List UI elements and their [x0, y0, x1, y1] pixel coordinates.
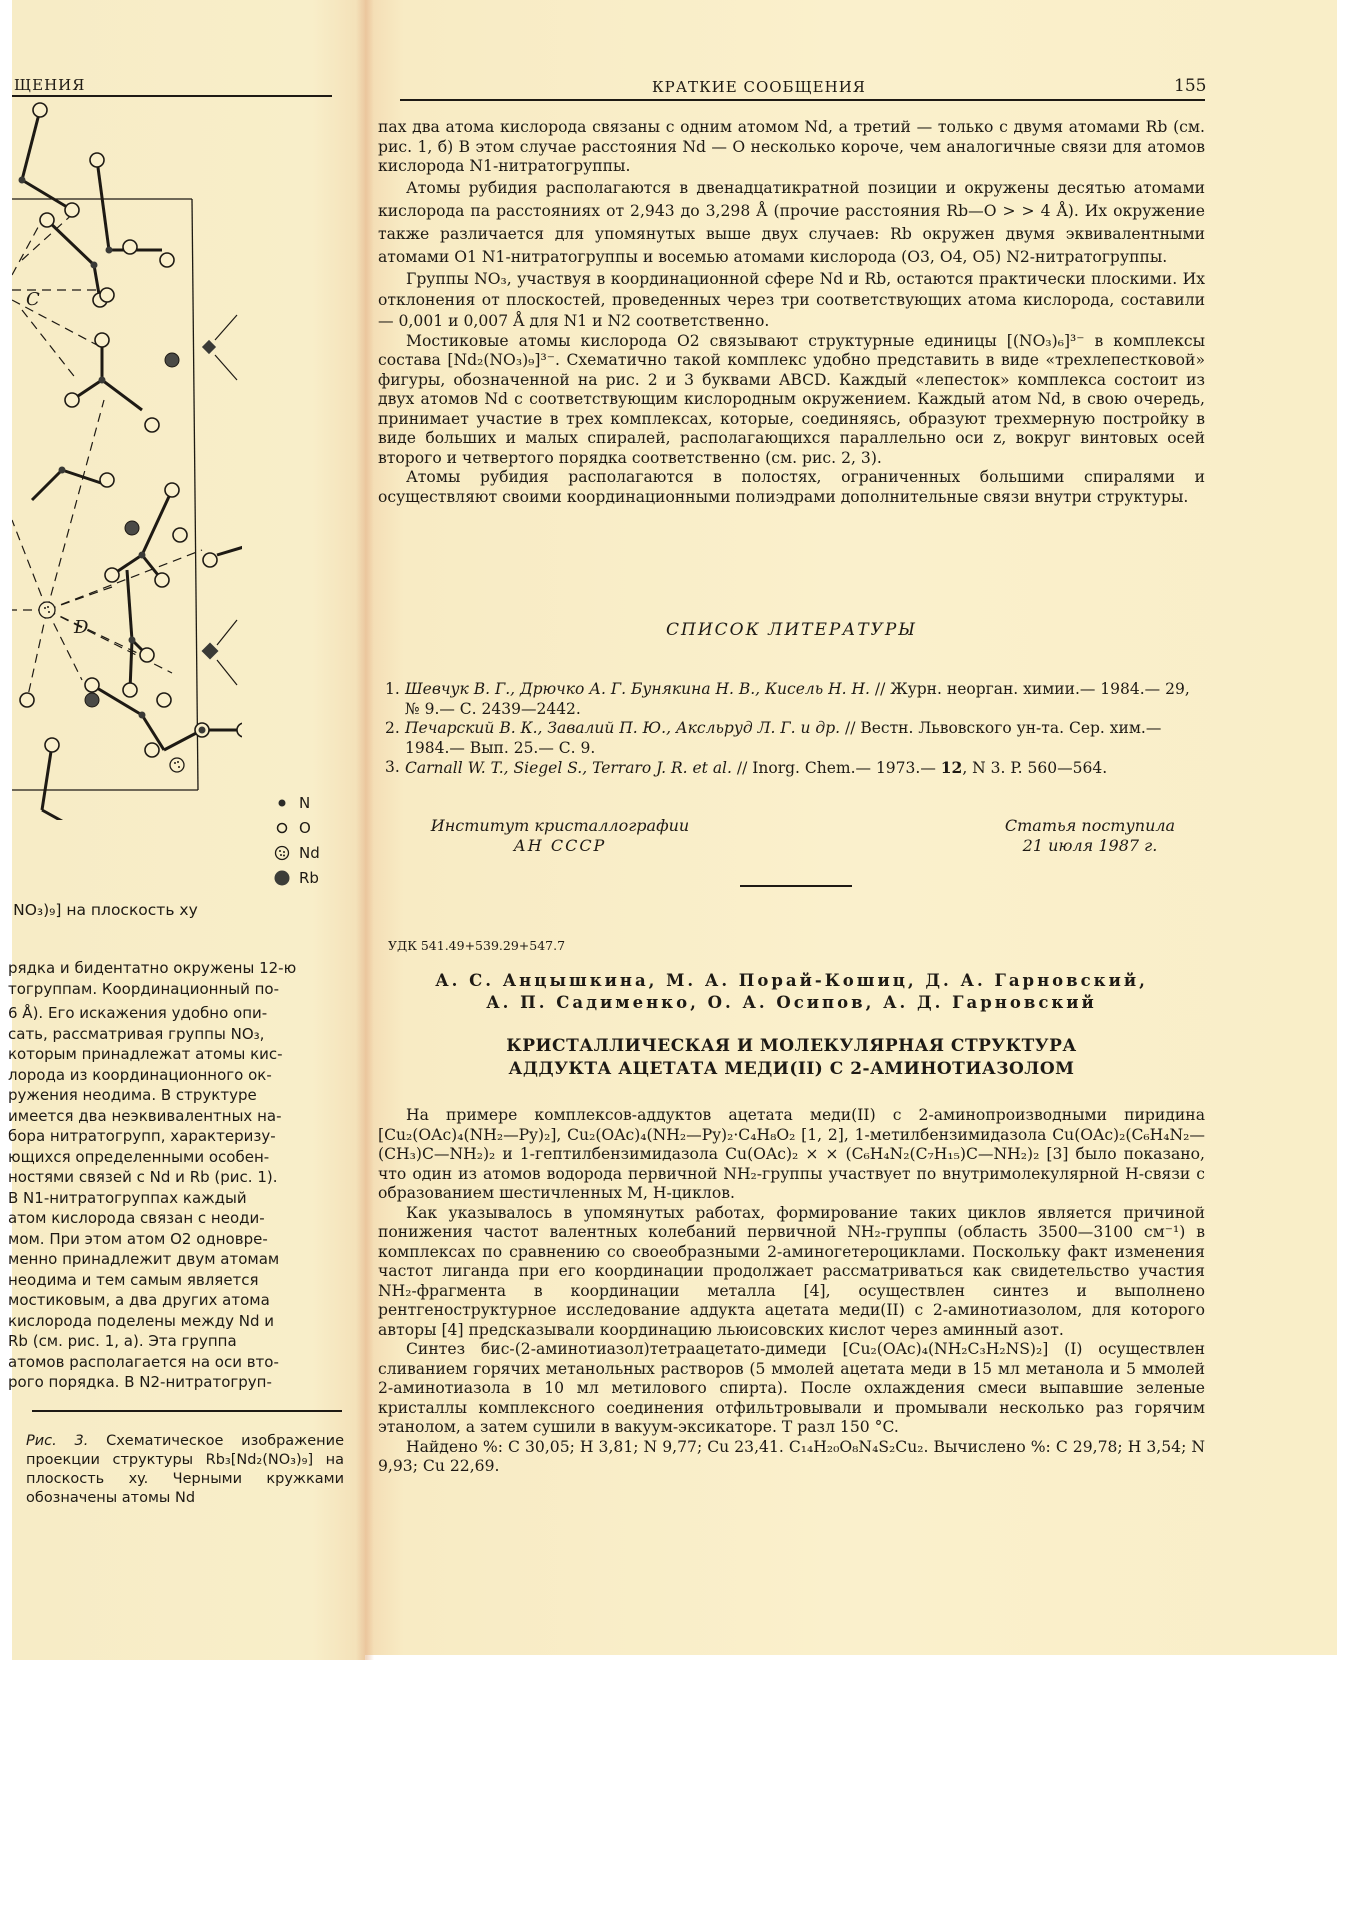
legend-item-nd: Nd — [265, 840, 320, 865]
small-filled-dot-icon — [265, 798, 299, 808]
affiliation: Институт кристаллографии АН СССР — [430, 816, 690, 855]
reference-item: 2. Печарский В. К., Завалий П. Ю., Аксльруд Л. Г. и др. // Вестн. Львовского ун-та. Сер. хим.— 1984.— Вып. 25.— С. 9. — [385, 719, 1162, 757]
paragraph: Как указывалось в упомянутых работах, формирование таких циклов является причиной понижения частот валентных колебаний первичной NH₂-группы (область 3500—3100 см⁻¹) в комплексах по сравнению со своеобразными 2-аминогетероциклами. Поскольку факт изменения частот лиганда при его координации продолжает рассматриваться как свидетельство участия NH₂-фрагмента в координации металла [4], осуществлен синтез и выполнено рентгеноструктурное исследование аддукта ацетата меди(II) с 2-аминотиазолом, для которого авторы [4] предсказывали координацию льюисовских кислот через аминный азот. — [378, 1203, 1205, 1339]
article-title: КРИСТАЛЛИЧЕСКАЯ И МОЛЕКУЛЯРНАЯ СТРУКТУРА АДДУКТА АЦЕТАТА МЕДИ(II) С 2-АМИНОТИАЗОЛОМ — [506, 1036, 1077, 1079]
article-body-text — [378, 1106, 1205, 1477]
crystal-structure-figure — [12, 100, 242, 820]
open-circle-icon — [265, 822, 299, 834]
reference-item: 3. Carnall W. T., Siegel S., Terraro J. R. et al. // Inorg. Chem.— 1973.— 12, N 3. P. 560—564. — [385, 758, 1108, 777]
figure-caption-label: Рис. 3. — [26, 1433, 89, 1449]
references-list — [385, 680, 1207, 779]
large-filled-dot-icon — [265, 869, 299, 887]
paragraph: Найдено %: C 30,05; H 3,81; N 9,77; Cu 23,41. C₁₄H₂₀O₈N₄S₂Cu₂. Вычислено %: C 29,78; H 3,54; N 9,93; Cu 22,69. — [378, 1437, 1205, 1475]
left-header-rule — [12, 95, 332, 97]
paragraph: Синтез бис-(2-аминотиазол)тетраацетато-димеди [Cu₂(OAc)₄(NH₂C₃H₂NS)₂] (I) осуществлен сливанием горячих метанольных растворов (5 ммолей ацетата меди в 15 мл метанола и 5 ммолей 2-аминотиазола в 10 мл метилового спирта). После охлаждения смеси выпавшие зеленые кристаллы комплексного соединения отфильтровывали и промывали несколько раз горячим этанолом, а затем сушили в вакуум-эксикаторе. T разл 150 °C. — [378, 1340, 1205, 1436]
paragraph: Группы NO₃, участвуя в координационной сфере Nd и Rb, остаются практически плоскими. Их отклонения от плоскостей, проведенных через три соответствующих атома кислорода, составили — 0,001 и 0,007 Å для N1 и N2 соответственно. — [378, 269, 1205, 330]
received-date: Статья поступила 21 июля 1987 г. — [1004, 816, 1176, 855]
right-header-rule — [400, 99, 1205, 101]
figure-label-d: D — [74, 617, 89, 638]
caption-rule — [32, 1410, 342, 1412]
figure-caption — [26, 1432, 344, 1508]
paragraph: Атомы рубидия располагаются в двенадцатикратной позиции и окружены десятью атомами кислорода па расстояниях от 2,943 до 3,298 Å (прочие расстояния Rb—O > > 4 Å). Их окружение также различается для упомянутых выше двух случаев: Rb окружен двумя эквивалентными атомами O1 N1-нитратогруппы и восемью атомами кислорода (O3, O4, O5) N2-нитратогруппы. — [378, 178, 1205, 266]
legend-item-rb: Rb — [265, 865, 320, 890]
left-running-head: ЩЕНИЯ — [14, 76, 86, 94]
left-body-text: рядка и бидентатно окружены 12-ю тогруппам. Координационный по- 6 Å). Его искажения удобно опи- сать, рассматривая группы NO₃, которым принадлежат атомы кис- лорода из координационного ок- ружения неодима. В структуре имеется два неэквивалентных на- бора нитратогрупп, характеризу- ющихся определенными особен- ностями связей с Nd и Rb (рис. 1). В N1-нитратогруппах каждый атом кислорода связан с неоди- мом. При этом атом O2 одновре- менно принадлежит двум атомам неодима и тем самым является мостиковым, а два других атома кислорода поделены между Nd и Rb (см. рис. 1, а). Эта группа атомов располагается на оси вто- рого порядка. В N2-нитратогруп- — [8, 959, 297, 1391]
page-gutter — [356, 0, 374, 1660]
right-running-head: КРАТКИЕ СООБЩЕНИЯ — [652, 78, 866, 96]
paragraph: Мостиковые атомы кислорода O2 связывают структурные единицы [(NO₃)₆]³⁻ в комплексы состава [Nd₂(NO₃)₉]³⁻. Схематично такой комплекс удобно представить в виде «трехлепестковой» фигуры, обозначенной на рис. 2 и 3 буквами ABCD. Каждый «лепесток» комплекса состоит из двух атомов Nd с соответствующим кислородным окружением. Каждый атом Nd, в свою очередь, принимает участие в трех комплексах, которые, соединяясь, образуют трехмерную постройку в виде больших и малых спиралей, располагающихся параллельно оси z, вокруг винтовых осей второго и четвертого порядка соответственно (см. рис. 2, 3). — [378, 331, 1205, 467]
udk-code: УДК 541.49+539.29+547.7 — [388, 938, 566, 953]
reference-item: 1. Шевчук В. Г., Дрючко А. Г. Бунякина Н. В., Кисель Н. Н. // Журн. неорган. химии.— 1984.— 29, № 9.— С. 2439—2442. — [385, 680, 1190, 718]
figure-legend — [265, 790, 320, 890]
page-number: 155 — [1174, 76, 1207, 96]
article-authors: А. С. Анцышкина, М. А. Порай-Кошиц, Д. А. Гарновский, А. П. Садименко, О. А. Осипов, А. Д. Гарновский — [435, 971, 1148, 1012]
paragraph: Атомы рубидия располагаются в полостях, ограниченных большими спиралями и осуществляют своими координационными полиэдрами дополнительные связи внутри структуры. — [378, 468, 1205, 506]
paragraph: пах два атома кислорода связаны с одним атомом Nd, а третий — только с двумя атомами Rb (см. рис. 1, б) В этом случае расстояния Nd — O несколько короче, чем аналогичные связи для атомов кислорода N1-нитратогруппы. — [378, 118, 1205, 175]
references-heading: СПИСОК ЛИТЕРАТУРЫ — [665, 620, 918, 640]
right-body-text — [378, 118, 1205, 507]
dotted-circle-icon — [265, 845, 299, 861]
figure-label-c: C — [26, 289, 40, 310]
figure-caption-text: Схематическое изображение проекции структуры Rb₃[Nd₂(NO₃)₉] на плоскость xy. Черными кружками обозначены атомы Nd — [26, 1433, 344, 1506]
legend-item-o: O — [265, 815, 320, 840]
article-separator — [740, 885, 852, 887]
figure-partial-caption: NO₃)₉] на плоскость xy — [10, 901, 198, 919]
legend-item-n: N — [265, 790, 320, 815]
paragraph: На примере комплексов-аддуктов ацетата меди(II) с 2-аминопроизводными пиридина [Cu₂(OAc)₄(NH₂—Py)₂], Cu₂(OAc)₄(NH₂—Py)₂·C₄H₈O₂ [1, 2], 1-метилбензимидазола Cu(OAc)₂(C₆H₄N₂—(CH₃)C—NH₂)₂ и 1-гептилбензимидазола Cu(OAc)₂ × × (C₆H₄N₂(C₇H₁₅)C—NH₂)₂ [3] было показано, что один из атомов водорода первичной NH₂-группы участвует по внутримолекулярной H-связи с образованием шестичленных M, H-циклов. — [378, 1106, 1205, 1202]
